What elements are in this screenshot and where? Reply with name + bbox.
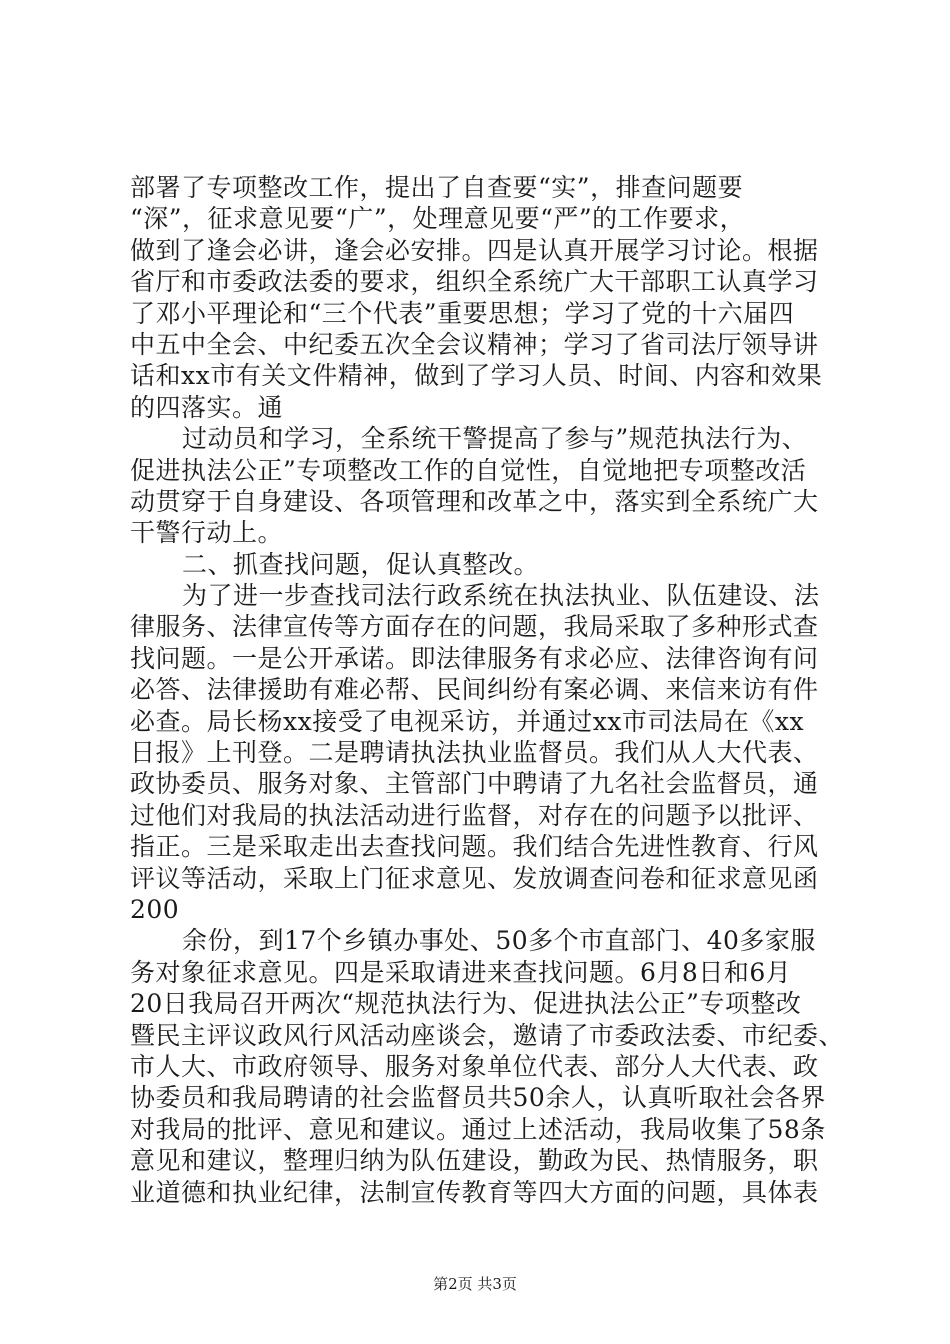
text-line: 话和xx市有关文件精神，做到了学习人员、时间、内容和效果 bbox=[130, 361, 823, 391]
text-line: 动贯穿于自身建设、各项管理和改革之中，落实到全系统广大 bbox=[130, 486, 819, 516]
text-line: 务对象征求意见。四是采取请进来查找问题。6月8日和6月 bbox=[130, 957, 792, 987]
paragraph-start-line: 过动员和学习，全系统干警提高了参与”规范执法行为、 bbox=[182, 424, 808, 454]
text-line: 了邓小平理论和“三个代表”重要思想；学习了党的十六届四 bbox=[130, 298, 795, 328]
text-line: 200 bbox=[130, 894, 180, 924]
text-line: 部署了专项整改工作，提出了自查要“实”，排查问题要 bbox=[130, 173, 744, 202]
text-line: 促进执法公正”专项整改工作的自觉性，自觉地把专项整改活 bbox=[130, 455, 807, 485]
text-line: 20日我局召开两次“规范执法行为、促进执法公正”专项整改 bbox=[130, 989, 802, 1019]
text-line: 找问题。一是公开承诺。即法律服务有求必应、法律咨询有问 bbox=[130, 643, 819, 673]
text-line: 做到了逢会必讲，逢会必安排。四是认真开展学习讨论。根据 bbox=[130, 235, 819, 265]
text-line: 暨民主评议政风行风活动座谈会，邀请了市委政法委、市纪委、 bbox=[130, 1020, 845, 1050]
text-line: 指正。三是采取走出去查找问题。我们结合先进性教育、行风 bbox=[130, 832, 819, 862]
text-line: 律服务、法律宣传等方面存在的问题，我局采取了多种形式查 bbox=[130, 612, 819, 642]
text-line: 业道德和执业纪律，法制宣传教育等四大方面的问题，具体表 bbox=[130, 1177, 819, 1207]
text-line: 必答、法律援助有难必帮、民间纠纷有案必调、来信来访有件 bbox=[130, 675, 819, 705]
text-line: 过他们对我局的执法活动进行监督，对存在的问题予以批评、 bbox=[130, 800, 819, 830]
text-line: 省厅和市委政法委的要求，组织全系统广大干部职工认真学习 bbox=[130, 267, 819, 297]
paragraph-start-line: 为了进一步查找司法行政系统在执法执业、队伍建设、法 bbox=[182, 581, 820, 611]
text-line: “深”，征求意见要“广”，处理意见要“严”的工作要求， bbox=[130, 204, 746, 234]
text-line: 政协委员、服务对象、主管部门中聘请了九名社会监督员，通 bbox=[130, 769, 819, 799]
text-line: 协委员和我局聘请的社会监督员共50余人，认真听取社会各界 bbox=[130, 1083, 826, 1113]
paragraph-start-line: 余份，到17个乡镇办事处、50多个市直部门、40多家服 bbox=[182, 926, 816, 956]
text-line: 评议等活动，采取上门征求意见、发放调查问卷和征求意见函 bbox=[130, 863, 819, 893]
text-line: 对我局的批评、意见和建议。通过上述活动，我局收集了58条 bbox=[130, 1114, 826, 1144]
text-line: 的四落实。通 bbox=[130, 392, 284, 422]
text-line: 中五中全会、中纪委五次全会议精神；学习了省司法厅领导讲 bbox=[130, 329, 819, 359]
text-line: 市人大、市政府领导、服务对象单位代表、部分人大代表、政 bbox=[130, 1051, 819, 1081]
document-body bbox=[130, 172, 845, 1208]
text-line: 意见和建议，整理归纳为队伍建设，勤政为民、热情服务，职 bbox=[130, 1146, 819, 1176]
text-line: 干警行动上。 bbox=[130, 518, 284, 548]
text-line: 日报》上刊登。二是聘请执法执业监督员。我们从人大代表、 bbox=[130, 738, 819, 768]
text-line: 必查。局长杨xx接受了电视采访，并通过xx市司法局在《xx bbox=[130, 706, 805, 736]
section-heading: 二、抓查找问题，促认真整改。 bbox=[182, 549, 540, 579]
page-number-footer: 第2页 共3页 bbox=[433, 1275, 517, 1293]
